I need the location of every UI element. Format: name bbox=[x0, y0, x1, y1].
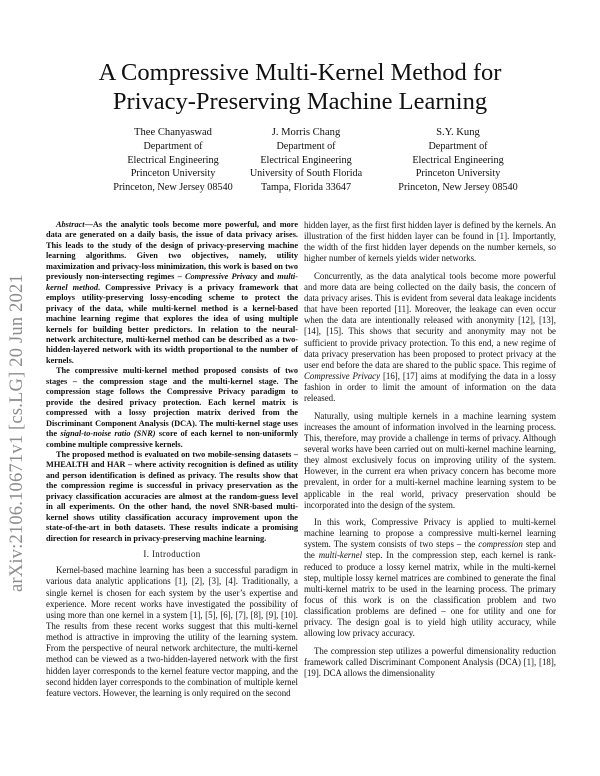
abstract-emphasis: Compressive Privacy bbox=[184, 272, 258, 282]
abstract-text: The compressive multi-kernel method proposed consists of two stages – the compression stage and the multi-kernel stage. The compression stage follows the Compressive Privacy paradigm to provide the desired privacy protection. Each kernel matrix is compressed with a lossy projection matrix derived from the Discriminant Component Analysis (DCA). The multi-kernel stage uses the bbox=[46, 366, 298, 439]
author-name: Thee Chanyaswad bbox=[134, 127, 212, 138]
author-block-3 bbox=[383, 126, 533, 194]
left-column bbox=[46, 220, 298, 699]
body-emphasis: multi-kernel bbox=[318, 550, 363, 561]
body-text: step and the bbox=[304, 539, 556, 561]
body-emphasis: Compressive Privacy bbox=[304, 371, 381, 382]
section-heading: I. Introduction bbox=[143, 549, 201, 560]
arxiv-stamp: arXiv:2106.10671v1 [cs.LG] 20 Jun 2021 bbox=[7, 274, 27, 592]
intro-paragraph-continued: hidden layer, as the first first hidden layer is defined by the kernels. An illustration of the first hidden layer can be found in [1]. Importantly, the width of the first hidden layer depends on the number kernels, so higher number of kernels yields wider networks. bbox=[304, 220, 556, 264]
author-location: Tampa, Florida 33647 bbox=[260, 181, 352, 193]
author-dept: Department of bbox=[143, 141, 203, 153]
author-university: University of South Florida bbox=[249, 168, 363, 180]
author-location: Princeton, New Jersey 08540 bbox=[398, 181, 518, 193]
body-text: step. In the compression step, each kernel is rank-reduced to produce a lossy kernel matrix, while in the multi-kernel step, multiple lossy kernel matrices are combined to generate the final multi-kernel matrix to be used in the learning process. The primary focus of this work is on the classification problem and two classification problems are defined – one for utility and one for privacy. The design goal is to yield high utility accuracy, while allowing low privacy accuracy. bbox=[304, 550, 556, 639]
abstract-paragraph-3: The proposed method is evaluated on two mobile-sensing datasets – MHEALTH and HAR – where activity recognition is defined as utility and person identification is defined as privacy. The results show that the compression regime is successful in privacy preservation as the privacy classification accuracies are almost at the random-guess level in all experiments. On the other hand, the novel SNR-based multi-kernel shows utility classification accuracy improvement upon the state-of-the-art in both datasets. These results indicate a promising direction for research in privacy-preserving machine learning. bbox=[46, 449, 298, 543]
author-dept-2: Electrical Engineering bbox=[412, 154, 504, 166]
author-dept-2: Electrical Engineering bbox=[260, 154, 352, 166]
title-line-2: Privacy-Preserving Machine Learning bbox=[112, 88, 488, 115]
author-location: Princeton, New Jersey 08540 bbox=[113, 181, 233, 193]
author-dept: Department of bbox=[276, 141, 336, 153]
paper-title bbox=[40, 58, 560, 116]
abstract-emphasis: signal-to-noise ratio (SNR) bbox=[60, 429, 156, 439]
author-name: J. Morris Chang bbox=[271, 127, 341, 138]
abstract-text: and bbox=[257, 272, 278, 282]
right-column bbox=[304, 220, 556, 679]
title-line-1: A Compressive Multi-Kernel Method for bbox=[98, 59, 502, 86]
body-text: [16], [17] aims at modifying the data in a lossy fashion in order to limit the amount of information on the data released. bbox=[304, 371, 556, 404]
abstract-emphasis: multi-kernel method bbox=[46, 272, 298, 292]
abstract-text: score of each kernel to non-uniformly combine multiple compressive kernels. bbox=[46, 429, 298, 449]
body-emphasis: compression bbox=[478, 539, 523, 550]
abstract-text: —As the analytic tools become more powerful, and more data are generated on a daily basis, the issue of data privacy arises. This leads to the study of the design of privacy-preserving machine learning algorithms. Given two objectives, namely, utility maximization and privacy-loss minimization, this work is based on two previously non-intersecting regimes – bbox=[46, 220, 298, 282]
intro-paragraph-3: Naturally, using multiple kernels in a machine learning system increases the amount of information involved in the learning process. This, therefore, may provide a challenge in terms of privacy. Although several works have been carried out on multi-kernel machine learning, they almost exclusively focus on improving utility of the system. However, in the current era when privacy concern has become more prevalent, in order for a multi-kernel machine learning system to be applicable in the real world, privacy preservation should be incorporated into the design of the system. bbox=[304, 410, 556, 510]
author-block-1 bbox=[98, 126, 248, 194]
author-block-2 bbox=[236, 126, 376, 194]
author-name: S.Y. Kung bbox=[436, 127, 480, 138]
intro-paragraph-5: The compression step utilizes a powerful dimensionality reduction framework called Discriminant Component Analysis (DCA) [1], [18], [19]. DCA allows the dimensionality bbox=[304, 645, 556, 678]
intro-paragraph-2 bbox=[304, 271, 556, 405]
intro-paragraph-4 bbox=[304, 517, 556, 640]
abstract-text: . Compressive Privacy is a privacy framework that employs utility-preserving lossy-encoding scheme to protect the privacy of the data, while multi-kernel method is a kernel-based machine learning regime that explores the idea of using multiple kernels for building better predictors. In relation to the neural-network architecture, multi-kernel method can be described as a two-hidden-layered network with its width proportional to the number of kernels. bbox=[46, 282, 299, 365]
body-text: Concurrently, as the data analytical tools become more powerful and more data are being collected on the daily basis, the concern of data privacy arises. This is evident from several data leakage incidents that have been reported [11]. Moreover, the leakage can even occur when the data are intentionally released with anonymity [12], [13], [14], [15]. This shows that security and anonymity may not be sufficient to provide privacy protection. To this end, a new regime of data privacy preservation has been proposed to protect privacy at the user end before the data are shared to the public space. This regime of bbox=[304, 270, 556, 370]
abstract-paragraph-1 bbox=[46, 220, 298, 366]
author-dept-2: Electrical Engineering bbox=[127, 154, 219, 166]
body-text: In this work, Compressive Privacy is applied to multi-kernel machine learning to propose a compressive multi-kernel learning system. The system consists of two steps – the bbox=[304, 516, 556, 550]
author-university: Princeton University bbox=[130, 168, 216, 180]
abstract-label: Abstract bbox=[56, 220, 85, 229]
author-dept: Department of bbox=[428, 141, 488, 153]
abstract-paragraph-2 bbox=[46, 366, 298, 450]
intro-paragraph-1: Kernel-based machine learning has been a successful paradigm in various data analytic applications [1], [2], [3], [4]. Traditionally, a single kernel is chosen for each system by the user’s expertise and experience. More recent works have investigated the possibility of using more than one kernel in a system [1], [5], [6], [7], [8], [9], [10]. The results from these recent works suggest that this multi-kernel method is attractive in improving the utility of the learning system. From the perspective of neural network architecture, the multi-kernel method can be viewed as a two-hidden-layered network with the first hidden layer corresponds to the kernel feature vector mapping, and the second hidden layer corresponds to the combination of multiple kernel feature vectors. However, the learning is only required on the second bbox=[46, 565, 298, 698]
author-university: Princeton University bbox=[415, 168, 501, 180]
